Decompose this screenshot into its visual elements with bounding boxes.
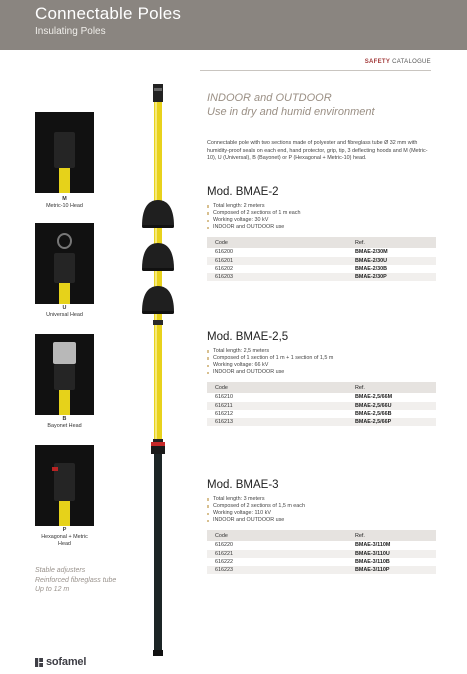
head-photo-metric	[35, 112, 94, 193]
ref-cell: BMAE-3/110U	[355, 550, 390, 557]
table-row	[207, 402, 436, 410]
model-specs	[207, 203, 437, 231]
ref-cell: BMAE-2,5/66U	[355, 402, 392, 409]
head-name: Metric-10 Head	[46, 203, 83, 209]
model-title: Mod. BMAE-2,5	[207, 331, 289, 343]
code-cell: 616221	[215, 550, 233, 557]
ref-cell: BMAE-3/110M	[355, 542, 391, 549]
column-header-ref: Ref.	[355, 532, 365, 539]
table-header	[207, 237, 436, 248]
section-heading-line: INDOOR and OUTDOOR	[207, 92, 332, 104]
head-letter: B	[62, 416, 67, 422]
column-header-code: Code	[215, 239, 228, 246]
spec-item: INDOOR and OUTDOOR use	[207, 517, 437, 524]
deflector-rim	[142, 225, 174, 228]
head-letter: P	[62, 527, 67, 533]
head-caption-bayonet	[35, 416, 94, 430]
feature-list	[35, 566, 116, 595]
deflector-hood	[142, 243, 174, 269]
feature-item: Up to 12 m	[35, 586, 70, 594]
code-table	[207, 237, 436, 281]
head-caption-metric	[35, 196, 94, 210]
hexagonal-head-mark	[52, 467, 58, 471]
model-title: Mod. BMAE-3	[207, 479, 279, 491]
code-cell: 616223	[215, 567, 233, 574]
table-row	[207, 273, 436, 281]
column-header-ref: Ref.	[355, 239, 365, 246]
spec-item: Working voltage: 30 kV	[207, 217, 437, 224]
deflector-rim	[142, 311, 174, 314]
code-cell: 616210	[215, 394, 233, 401]
pole-end-cap	[153, 650, 163, 656]
spec-item: Composed of 1 section of 1 m + 1 section of 1,5 m	[207, 355, 437, 362]
catalogue-label-rest: CATALOGUE	[390, 59, 431, 65]
catalogue-label	[365, 59, 431, 65]
page-subtitle: Insulating Poles	[35, 26, 106, 37]
pole-head-top	[153, 84, 163, 102]
head-letter: U	[62, 305, 67, 311]
table-row	[207, 265, 436, 273]
head-name: Universal Head	[46, 312, 83, 318]
brand-name: sofamel	[46, 656, 87, 668]
catalogue-divider	[200, 70, 431, 71]
spec-item: Total length: 2,5 meters	[207, 348, 437, 355]
code-table	[207, 530, 436, 574]
section-heading	[207, 91, 447, 119]
section-heading-line: Use in dry and humid environment	[207, 106, 375, 118]
ref-cell: BMAE-2/30U	[355, 257, 388, 264]
spec-item: Working voltage: 66 kV	[207, 362, 437, 369]
pole-highlight	[155, 102, 157, 442]
pole-coupler	[153, 320, 163, 325]
ref-cell: BMAE-2/30B	[355, 265, 388, 272]
table-row	[207, 393, 436, 401]
spec-item: Working voltage: 110 kV	[207, 510, 437, 517]
sofamel-logo-icon	[35, 658, 43, 667]
table-row	[207, 566, 436, 574]
model-specs	[207, 496, 437, 524]
code-cell: 616212	[215, 410, 233, 417]
pole-head-detail	[154, 88, 162, 91]
feature-item: Stable adjusters	[35, 567, 86, 574]
model-block	[207, 331, 437, 426]
hand-guard	[151, 446, 165, 454]
bayonet-head-shape	[54, 364, 75, 390]
metric-head-shape	[54, 132, 75, 168]
brand-logo	[35, 656, 86, 668]
photo-pole-segment	[59, 168, 70, 193]
code-cell: 616201	[215, 257, 233, 264]
table-row	[207, 410, 436, 418]
pole-illustration	[133, 84, 183, 658]
spec-item: Total length: 3 meters	[207, 496, 437, 503]
universal-head-shape	[54, 253, 75, 283]
head-name: Bayonet Head	[47, 423, 82, 429]
model-title: Mod. BMAE-2	[207, 186, 279, 198]
head-photo-universal	[35, 223, 94, 304]
table-row	[207, 541, 436, 549]
spec-item: INDOOR and OUTDOOR use	[207, 369, 437, 376]
table-row	[207, 418, 436, 426]
head-photo-hexagonal	[35, 445, 94, 526]
spec-item: INDOOR and OUTDOOR use	[207, 224, 437, 231]
photo-pole-segment	[59, 501, 70, 526]
pole-grip	[154, 454, 162, 654]
head-name: Hexagonal + Metric Head	[41, 534, 88, 547]
code-cell: 616211	[215, 402, 233, 409]
ref-cell: BMAE-2,5/66M	[355, 394, 393, 401]
head-photo-bayonet	[35, 334, 94, 415]
model-block	[207, 186, 437, 281]
bayonet-head-cap	[53, 342, 76, 364]
spec-item: Total length: 2 meters	[207, 203, 437, 210]
code-cell: 616202	[215, 265, 233, 272]
photo-pole-segment	[59, 390, 70, 415]
deflector-hood	[142, 286, 174, 312]
intro-paragraph: Connectable pole with two sections made of polyester and fibreglass tube Ø 32 mm with humidity-proof seals on each end, hand protector, grip, tip, 3 deflecting hoods and M (Metric-10), U (Universal), B (Bayonet) or P (Hexagonal + Metric-10) head.	[207, 140, 428, 161]
pole-band	[153, 439, 163, 442]
table-header	[207, 382, 436, 393]
ref-cell: BMAE-3/110P	[355, 567, 390, 574]
page-header	[0, 0, 467, 50]
table-row	[207, 248, 436, 256]
head-caption-universal	[35, 305, 94, 319]
table-row	[207, 550, 436, 558]
catalogue-label-strong: SAFETY	[364, 59, 391, 65]
column-header-ref: Ref.	[355, 384, 365, 391]
ref-cell: BMAE-3/110B	[355, 558, 390, 565]
table-header	[207, 530, 436, 541]
spec-item: Composed of 2 sections of 1,5 m each	[207, 503, 437, 510]
ref-cell: BMAE-2,5/66B	[355, 410, 392, 417]
code-cell: 616200	[215, 249, 233, 256]
red-ring	[151, 442, 165, 446]
code-cell: 616213	[215, 419, 233, 426]
deflector-hood	[142, 200, 174, 226]
photo-pole-segment	[59, 283, 70, 304]
code-table	[207, 382, 436, 426]
head-letter: M	[62, 196, 67, 202]
universal-head-cap	[57, 233, 72, 249]
deflector-rim	[142, 268, 174, 271]
column-header-code: Code	[215, 532, 228, 539]
ref-cell: BMAE-2/30M	[355, 249, 388, 256]
table-row	[207, 558, 436, 566]
code-cell: 616220	[215, 542, 233, 549]
model-specs	[207, 348, 437, 376]
ref-cell: BMAE-2,5/66P	[355, 419, 392, 426]
column-header-code: Code	[215, 384, 228, 391]
head-caption-hexagonal	[35, 527, 94, 548]
ref-cell: BMAE-2/30P	[355, 274, 387, 281]
page-title: Connectable Poles	[35, 4, 182, 23]
table-row	[207, 257, 436, 265]
feature-item: Reinforced fibreglass tube	[35, 576, 117, 584]
code-cell: 616203	[215, 274, 233, 281]
model-block	[207, 479, 437, 574]
spec-item: Composed of 2 sections of 1 m each	[207, 210, 437, 217]
code-cell: 616222	[215, 558, 233, 565]
